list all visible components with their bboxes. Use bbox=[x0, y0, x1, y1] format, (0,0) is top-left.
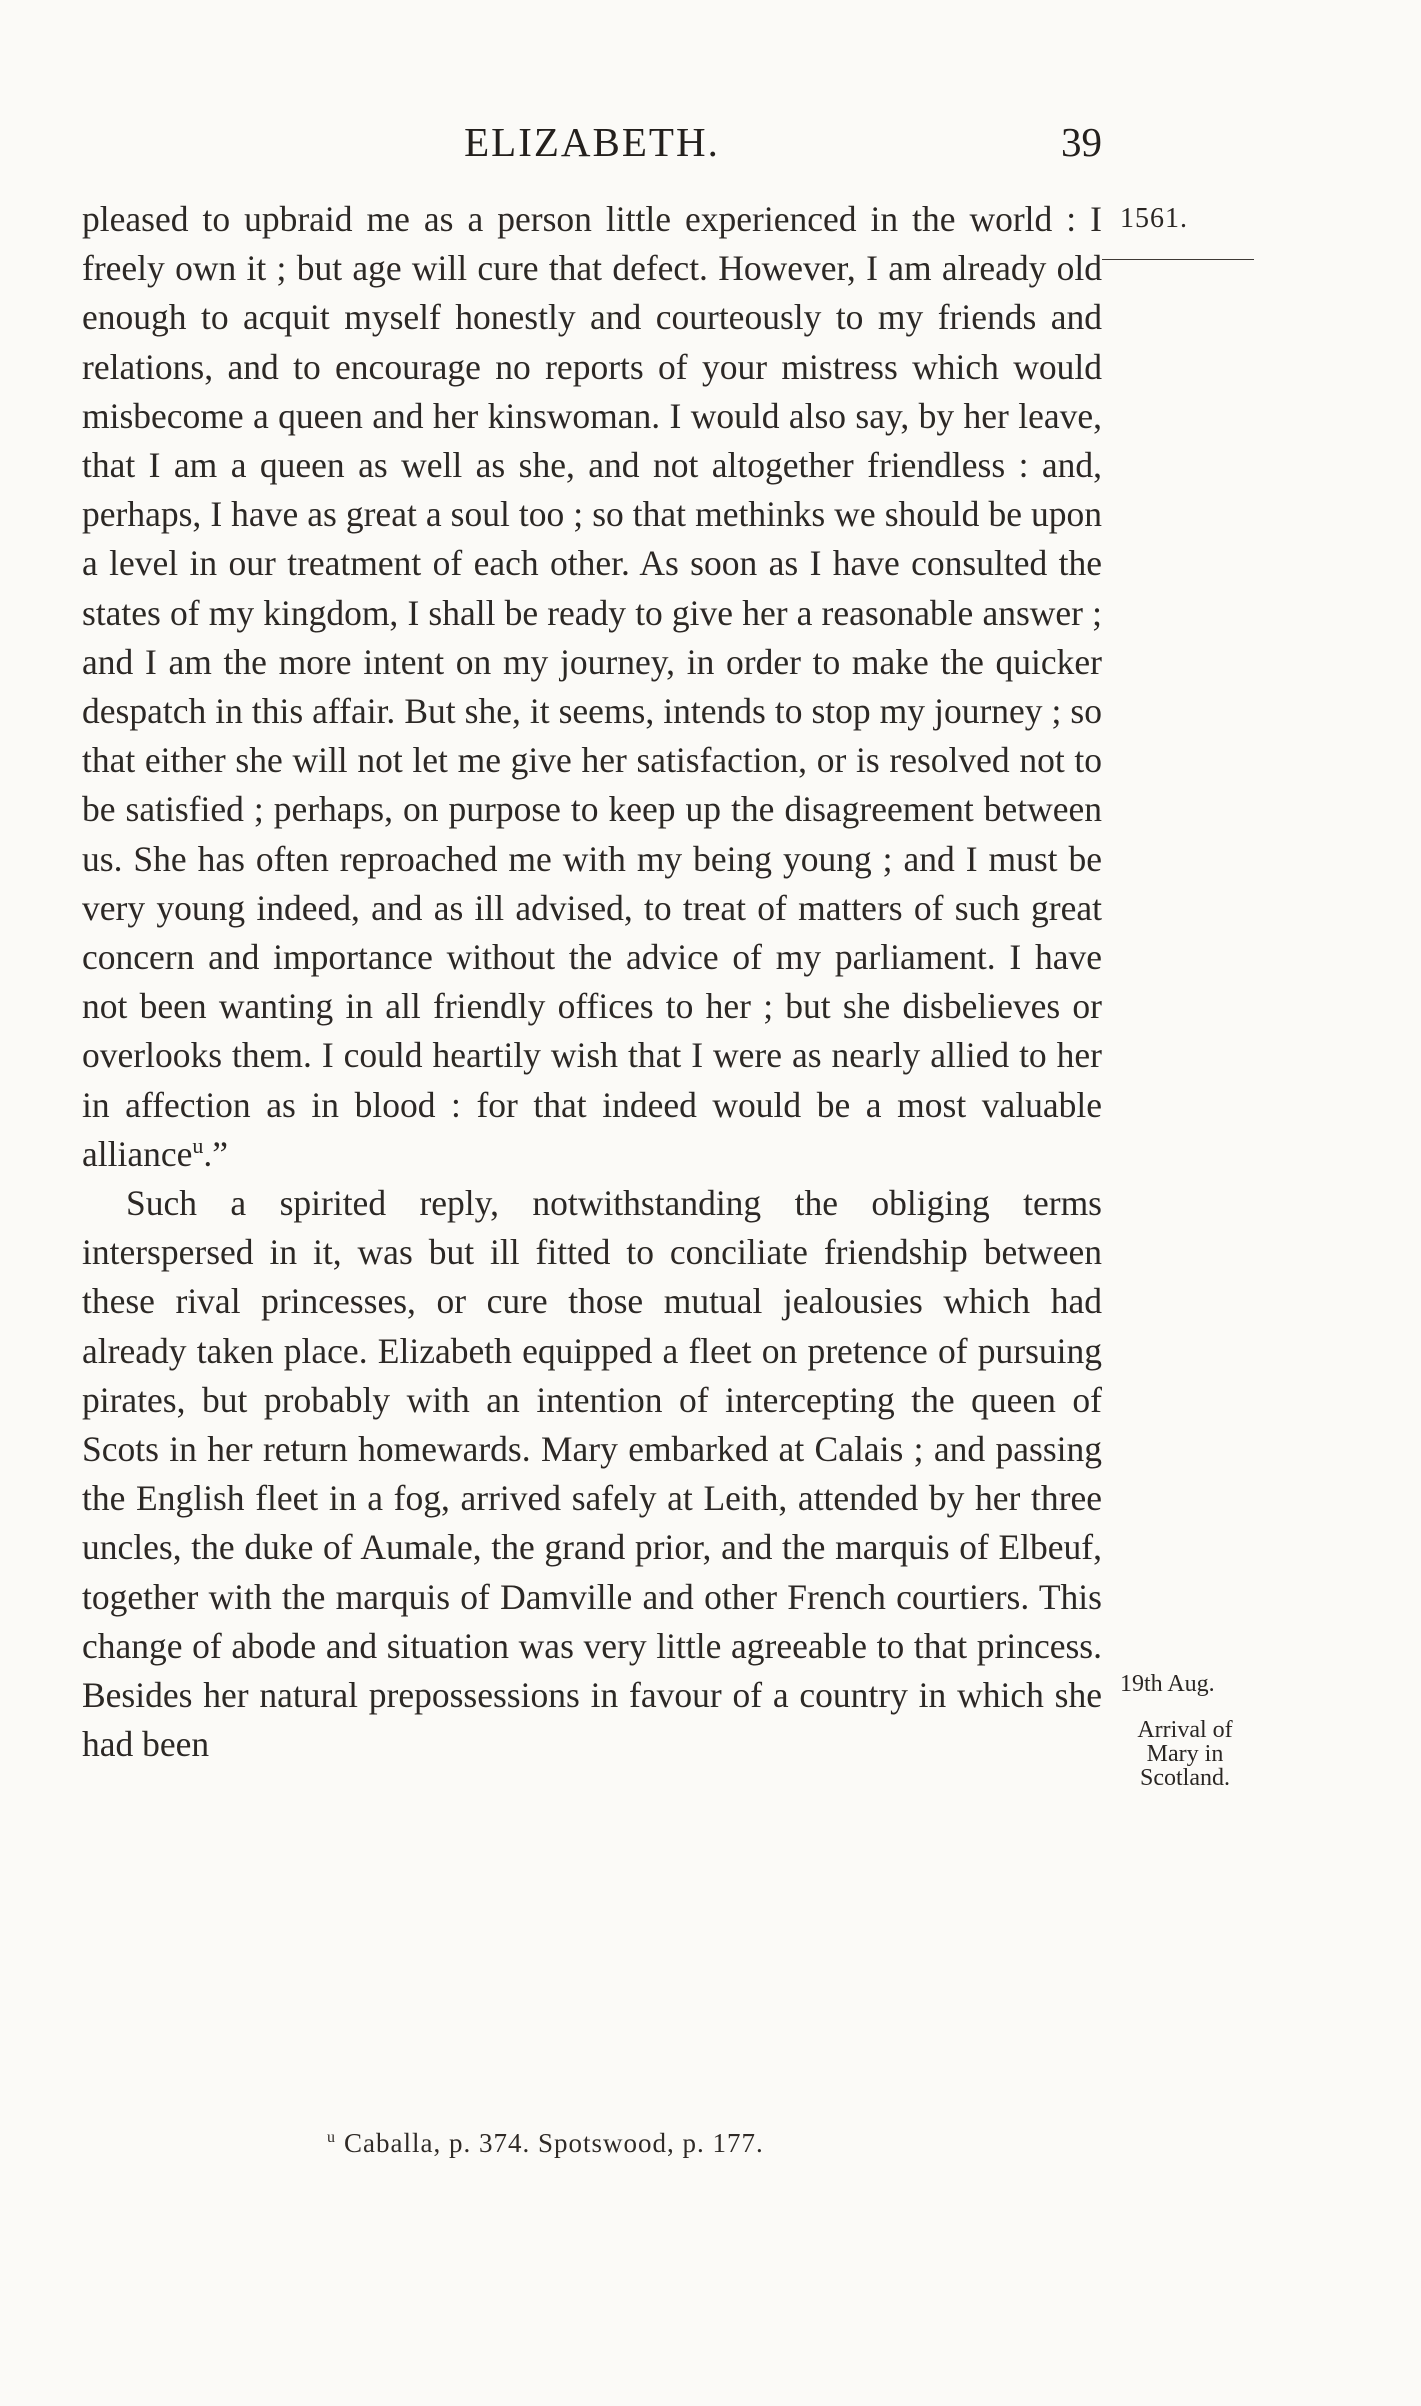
margin-event-line-3: Scotland. bbox=[1140, 1765, 1230, 1791]
footnote-reference-mark: u bbox=[192, 1133, 204, 1159]
margin-event-note bbox=[1120, 1718, 1250, 1790]
margin-year-note: 1561. bbox=[1120, 203, 1188, 234]
footnote bbox=[327, 2128, 764, 2159]
footnote-mark: u bbox=[327, 2129, 336, 2146]
paragraph-1-text: pleased to upbraid me as a person little experienced in the world : I freely own it ; but age will cure that defect. However, I am already old enough to acquit myself honestly and courteously to my friends and relations, and to encourage no reports of your mistress which would misbecome a queen and her kinswoman. I would also say, by her leave, that I am a queen as well as she, and not altogether friendless : and, perhaps, I have as great a soul too ; so that methinks we should be upon a level in our treatment of each other. As soon as I have consulted the states of my kingdom, I shall be ready to give her a reasonable answer ; and I am the more intent on my journey, in order to make the quicker despatch in this affair. But she, it seems, intends to stop my journey ; so that either she will not let me give her satisfaction, or is resolved not to be satisfied ; perhaps, on purpose to keep up the disagreement between us. She has often reproached me with my being young ; and I must be very young indeed, and as ill advised, to treat of matters of such great concern and importance without the advice of my parliament. I have not been wanting in all friendly offices to her ; but she disbelieves or overlooks them. I could heartily wish that I were as nearly allied to her in affection as in blood : for that indeed would be a most valuable alliance bbox=[82, 199, 1102, 1174]
margin-date-note: 19th Aug. bbox=[1120, 1671, 1215, 1697]
body-text bbox=[82, 195, 1102, 1770]
running-title: ELIZABETH. bbox=[464, 119, 720, 165]
margin-rule bbox=[1102, 259, 1254, 260]
paragraph-1-closing: .” bbox=[203, 1133, 229, 1174]
paragraph-2: Such a spirited reply, notwithstanding the obliging terms interspersed in it, was but ill fitted to conciliate friendship between these rival princesses, or cure those mutual jealousies which had already taken place. Elizabeth equipped a fleet on pretence of pursuing pirates, but probably with an intention of intercepting the queen of Scots in her return homewards. Mary embarked at Calais ; and passing the English fleet in a fog, arrived safely at Leith, attended by her three uncles, the duke of Aumale, the grand prior, and the marquis of Elbeuf, together with the marquis of Damville and other French courtiers. This change of abode and situation was very little agreeable to that princess. Besides her natural prepossessions in favour of a country in which she had been bbox=[82, 1183, 1102, 1765]
page-number: 39 bbox=[1061, 119, 1102, 165]
margin-event-line-2: Mary in bbox=[1146, 1741, 1224, 1767]
running-head bbox=[82, 118, 1102, 178]
footnote-text: Caballa, p. 374. Spotswood, p. 177. bbox=[344, 2128, 764, 2158]
paragraph-continued bbox=[82, 195, 1102, 1179]
margin-event-line-1: Arrival of bbox=[1137, 1717, 1233, 1743]
